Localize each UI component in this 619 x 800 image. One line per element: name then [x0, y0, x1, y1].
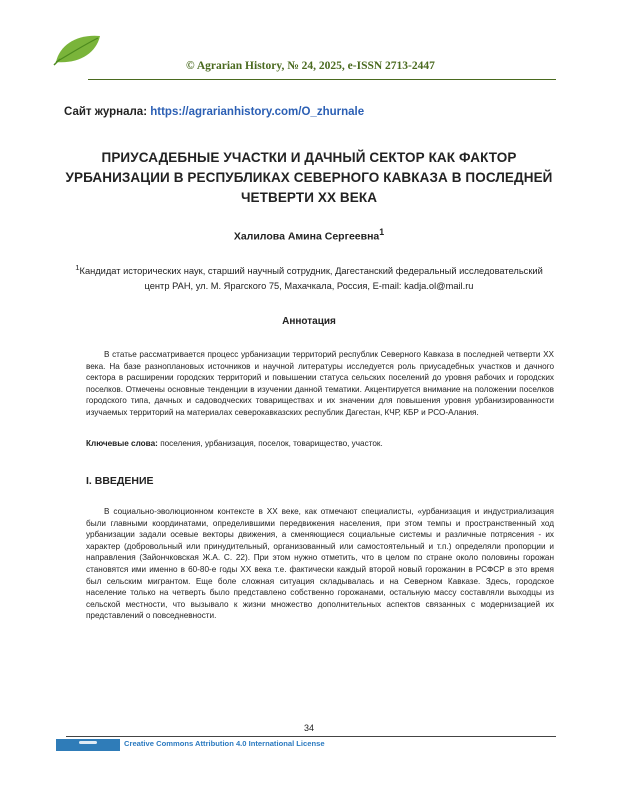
- journal-site-line: [64, 106, 364, 118]
- site-label: Сайт журнала:: [64, 106, 148, 118]
- affiliation-text: Кандидат исторических наук, старший научный сотрудник, Дагестанский федеральный исследовательский центр РАН, ул. М. Ярагского 75, Махачкала, Россия, E-mail: kadja.ol@mail.ru: [79, 266, 543, 292]
- leaf-icon: [52, 32, 104, 66]
- footer-divider: [66, 736, 556, 737]
- article-title: ПРИУСАДЕБНЫЕ УЧАСТКИ И ДАЧНЫЙ СЕКТОР КАК ФАКТОР УРБАНИЗАЦИИ В РЕСПУБЛИКАХ СЕВЕРНОГО КАВКАЗА В ПОСЛЕДНЕЙ ЧЕТВЕРТИ XX ВЕКА: [65, 150, 553, 205]
- page-number: 34: [303, 723, 314, 733]
- keywords-label: Ключевые слова:: [86, 439, 158, 448]
- header-divider: [88, 79, 556, 80]
- journal-citation: © Agrarian History, № 24, 2025, e-ISSN 2713-2447: [186, 60, 435, 72]
- abstract-text: В статье рассматривается процесс урбанизации территорий республик Северного Кавказа в последней четверти XX века. На базе разноплановых источников и научной литературы исследуется роль приусадебных участков и дачного сектора в расширении городских территорий и повышении статуса сельских поселений до уровня рабочих и городских поселков. Отмечены основные тенденции в изучении данной тематики. Акцентируется внимание на положении поселков городского типа, дачных и садоводческих товариществах и их значении для повышения уровня урбанизированности изучаемых территорий на материалах северокавказских республик Дагестан, КЧР, КБР и РСО-Алания.: [86, 350, 554, 417]
- license-link[interactable]: Creative Commons Attribution 4.0 International License: [124, 739, 325, 748]
- abstract-heading: Аннотация: [282, 316, 336, 327]
- author-affiliation: [64, 260, 554, 294]
- cc-by-badge-icon[interactable]: [56, 739, 120, 751]
- keywords-text: поселения, урбанизация, поселок, товарищество, участок.: [160, 439, 383, 448]
- site-link[interactable]: https://agrarianhistory.com/O_zhurnale: [150, 106, 365, 118]
- author-name-text: Халилова Амина Сергеевна: [233, 230, 380, 243]
- introduction-paragraph: В социально-эволюционном контексте в XX веке, как отмечают специалисты, «урбанизация и индустриализация были главными координатами, определившими передвижения населения, при этом темпы и пространственный ход урбанизации задали осевые векторы движения, а сменяющиеся социальные системы и различные потрясения - их характер (добровольный или принудительный, организованный или самостоятельный и т.п.) определяли пропорции и направления (Зайончковская Ж.А. С. 22). При этом нужно отметить, что в целом по стране около половины горожан становятся ими именно в 60-80-е годы XX века т.е. фактически каждый второй новый горожанин в РСФСР в это время был сельским мигрантом. Еще боле сложная ситуация складывалась и на Северном Кавказе. Здесь, городское население только на четверть было представлено собственно горожанами, остальную массу составляли выходцы из сельской местности, что вызывало к жизни множество дополнительных аспектов связанных с модернизацией их представлений о повседневности.: [86, 507, 554, 621]
- affiliation-superscript: 1: [75, 263, 80, 272]
- author-superscript: 1: [379, 227, 385, 237]
- author-name: [64, 227, 554, 243]
- keywords-line: [86, 438, 554, 450]
- page-header: [0, 0, 619, 82]
- section-heading-introduction: I. ВВЕДЕНИЕ: [86, 475, 154, 487]
